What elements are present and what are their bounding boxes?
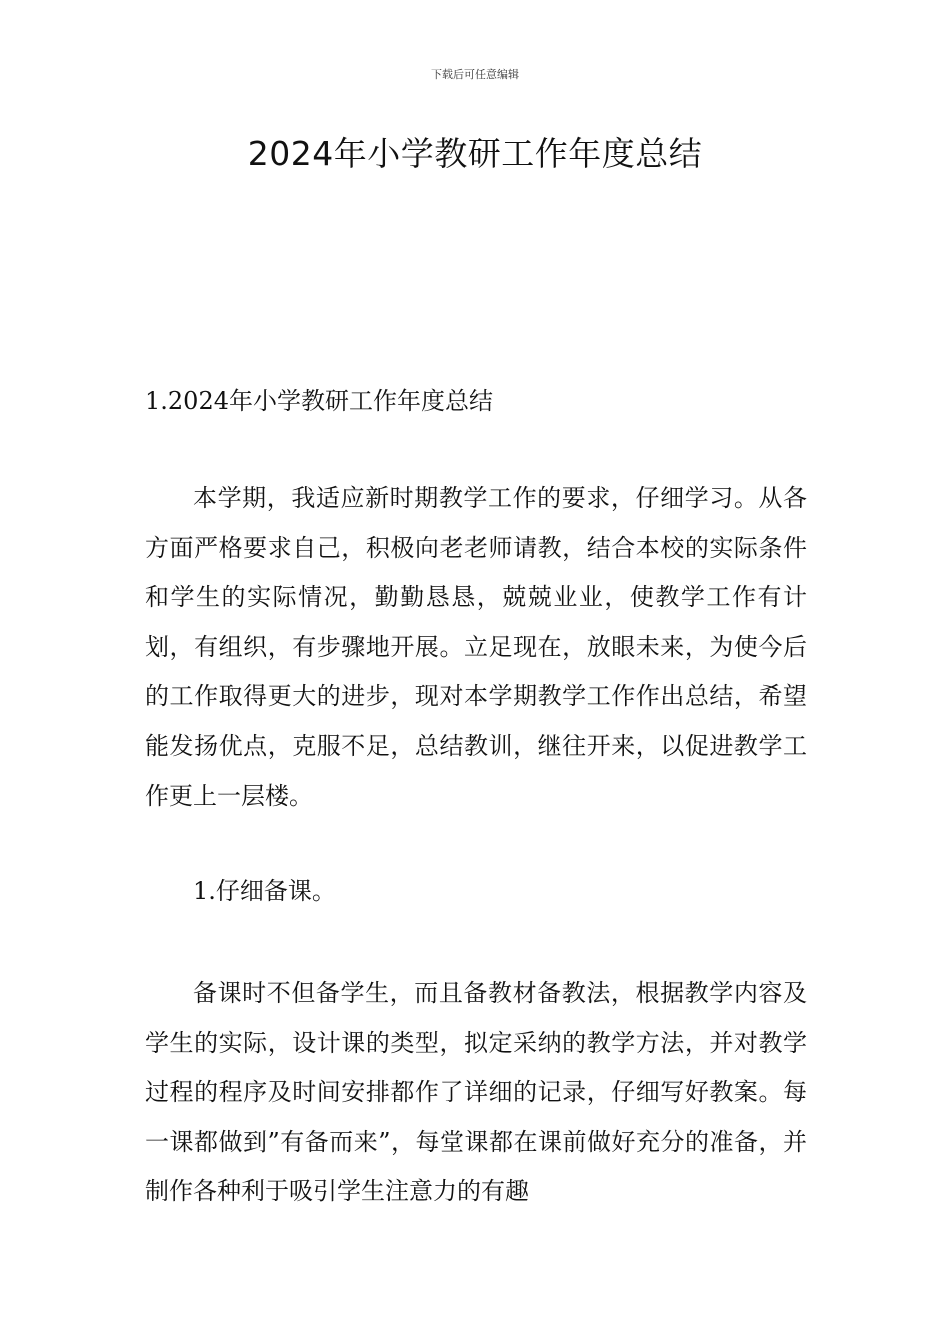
body-paragraph: 备课时不但备学生，而且备教材备教法，根据教学内容及学生的实际，设计课的类型，拟定采纳的教学方法，并对教学过程的程序及时间安排都作了详细的记录，仔细写好教案。每一课都做到”有备而来”，每堂课都在课前做好充分的准备，并制作各种利于吸引学生注意力的有趣 [145, 979, 807, 1206]
document-title: 2024年小学教研工作年度总结 [247, 134, 703, 173]
subheading-preparation: 1.仔细备课。 [193, 877, 336, 905]
header-note: 下载后可任意编辑 [431, 68, 519, 81]
body-paragraph: 本学期，我适应新时期教学工作的要求，仔细学习。从各方面严格要求自己，积极向老老师请教，结合本校的实际条件和学生的实际情况，勤勤恳恳，兢兢业业，使教学工作有计划，有组织，有步骤地开展。立足现在，放眼未来，为使今后的工作取得更大的进步，现对本学期教学工作作出总结，希望能发扬优点，克服不足，总结教训，继往开来，以促进教学工作更上一层楼。 [145, 484, 807, 810]
section-heading: 1.2024年小学教研工作年度总结 [145, 387, 493, 415]
